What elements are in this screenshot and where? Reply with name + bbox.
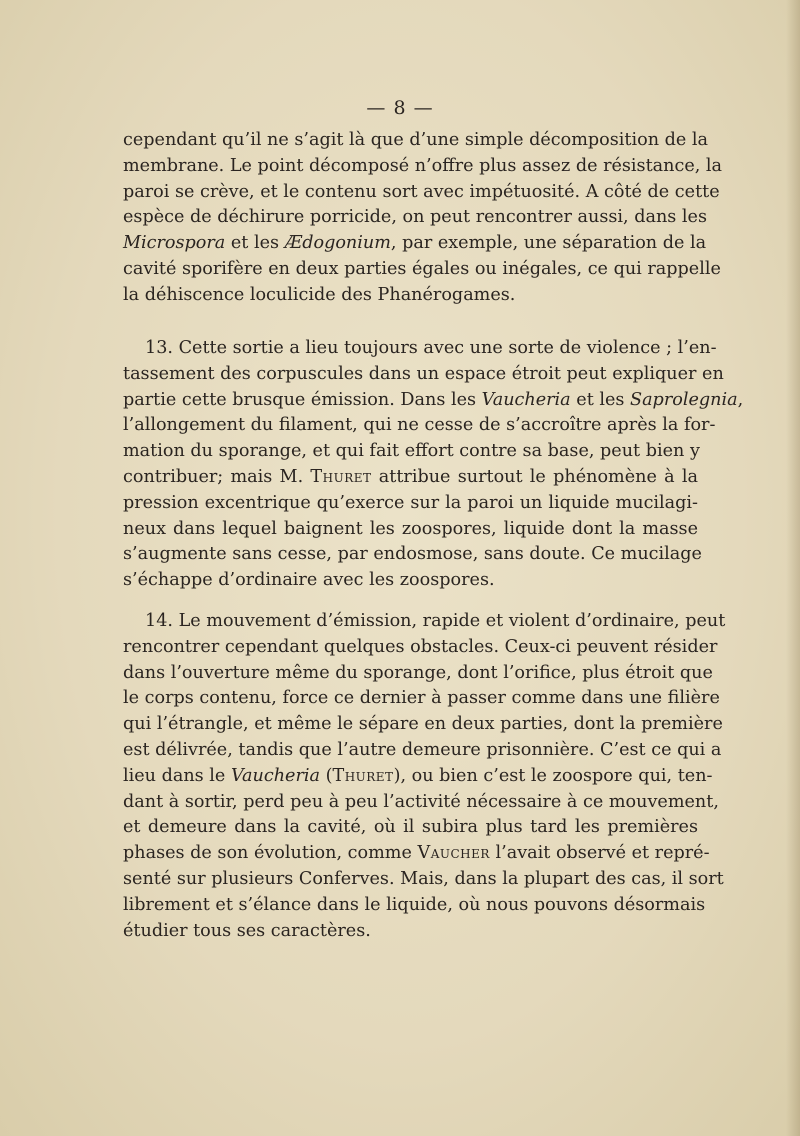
- text-line: est délivrée, tandis que l’autre demeure prisonnière. C’est ce qui a: [123, 739, 722, 760]
- text-line: 13. Cette sortie a lieu toujours avec une sorte de violence ; l’en-: [145, 338, 717, 358]
- italic-term: Vaucheria: [230, 765, 320, 786]
- text-line: s’augmente sans cesse, par endosmose, sans doute. Ce mucilage: [123, 544, 702, 565]
- text-line: membrane. Le point décomposé n’offre plus assez de résistance, la: [123, 155, 723, 176]
- page-edge-shadow: [786, 0, 800, 1136]
- paragraph-continuation: [123, 128, 723, 309]
- italic-term: Vaucheria: [481, 389, 571, 410]
- text-line: paroi se crève, et le contenu sort avec impétuosité. A côté de cette: [123, 181, 720, 202]
- text-line: neux dans lequel baignent les zoospores, liquide dont la masse: [123, 518, 698, 539]
- italic-term: Microspora: [123, 233, 226, 254]
- author-name: Vaucher: [417, 843, 490, 864]
- text-line: étudier tous ses caractères.: [123, 920, 371, 941]
- text-line: lieu dans le Vaucheria (Thuret), ou bien c’est le zoospore qui, ten-: [123, 765, 713, 786]
- text-line: rencontrer cependant quelques obstacles. Ceux-ci peuvent résider: [123, 636, 718, 657]
- text-line: mation du sporange, et qui fait effort contre sa base, peut bien y: [123, 441, 700, 462]
- text-line: l’allongement du filament, qui ne cesse de s’accroître après la for-: [123, 415, 716, 436]
- text-line: dans l’ouverture même du sporange, dont l’orifice, plus étroit que: [123, 662, 713, 683]
- text-line: cependant qu’il ne s’agit là que d’une simple décomposition de la: [123, 130, 709, 150]
- author-name: Thuret: [332, 765, 394, 786]
- text-line: Microspora et les Ædogonium, par exemple, une séparation de la: [123, 233, 707, 254]
- page-number: — 8 —: [366, 97, 434, 119]
- text-line: cavité sporifère en deux parties égales ou inégales, ce qui rappelle: [123, 258, 721, 279]
- paragraph-section-14: [123, 609, 726, 944]
- text-line: pression excentrique qu’exerce sur la paroi un liquide mucilagi-: [123, 492, 698, 513]
- text-line: le corps contenu, force ce dernier à passer comme dans une filière: [123, 688, 720, 709]
- text-line: 14. Le mouvement d’émission, rapide et violent d’ordinaire, peut: [145, 611, 726, 631]
- text-line: tassement des corpuscules dans un espace étroit peut expliquer en: [123, 363, 724, 384]
- text-line: la déhiscence loculicide des Phanérogames.: [123, 284, 516, 305]
- text-line: s’échappe d’ordinaire avec les zoospores.: [123, 570, 495, 591]
- text-line: senté sur plusieurs Conferves. Mais, dans la plupart des cas, il sort: [123, 868, 724, 889]
- text-line: qui l’étrangle, et même le sépare en deux parties, dont la première: [123, 714, 723, 735]
- text-line: espèce de déchirure porricide, on peut rencontrer aussi, dans les: [123, 207, 707, 228]
- italic-term: Ædogonium: [284, 233, 391, 254]
- text-line: phases de son évolution, comme Vaucher l’avait observé et repré-: [123, 843, 710, 864]
- text-line: librement et s’élance dans le liquide, où nous pouvons désormais: [123, 894, 706, 915]
- text-line: et demeure dans la cavité, où il subira plus tard les premières: [123, 817, 698, 838]
- text-line: partie cette brusque émission. Dans les Vaucheria et les Saprolegnia,: [123, 389, 744, 410]
- italic-term: Saprolegnia: [630, 389, 738, 410]
- author-name: Thuret: [310, 466, 372, 487]
- text-line: dant à sortir, perd peu à peu l’activité nécessaire à ce mouvement,: [123, 791, 719, 812]
- paragraph-section-13: [123, 336, 744, 594]
- text-line: contribuer; mais M. Thuret attribue surtout le phénomène à la: [123, 466, 698, 487]
